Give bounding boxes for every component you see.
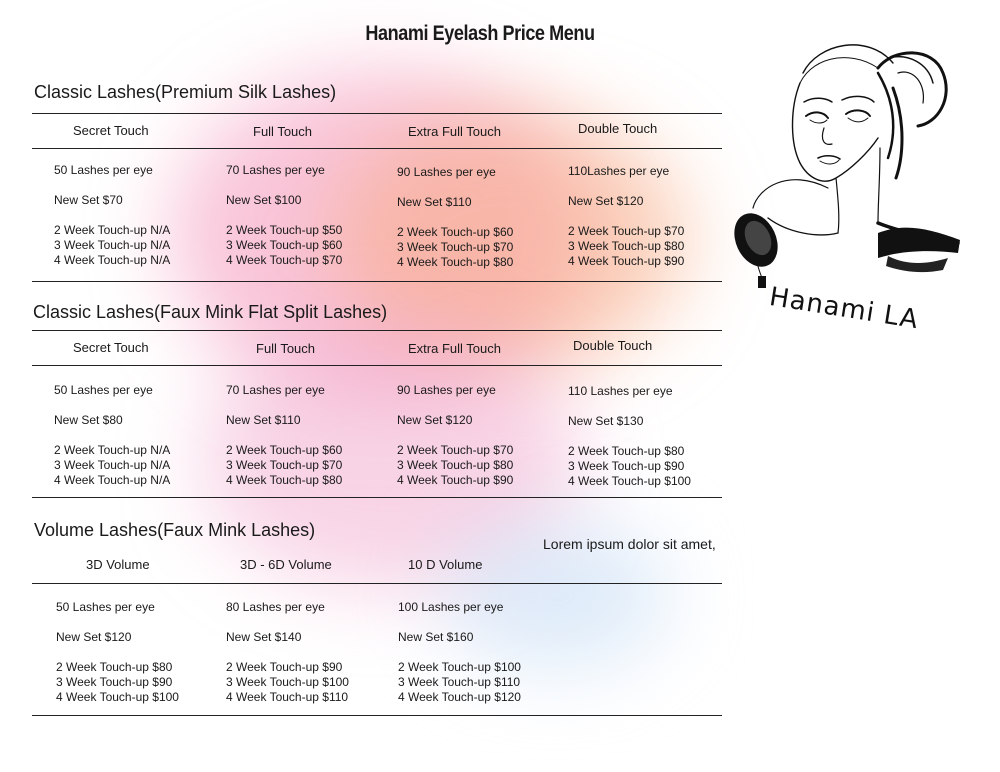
- touchup-4week: 4 Week Touch-up $110: [226, 690, 349, 704]
- price-cell: [226, 600, 349, 705]
- touchup-2week: 2 Week Touch-up $100: [398, 660, 521, 674]
- column-header: Double Touch: [578, 121, 658, 136]
- price-cell: [54, 383, 170, 488]
- column-header: 3D Volume: [86, 557, 150, 572]
- price-cell: [398, 600, 521, 705]
- column-header: Full Touch: [256, 341, 316, 356]
- new-set-price: New Set $140: [226, 630, 302, 644]
- touchup-4week: 4 Week Touch-up $120: [398, 690, 521, 704]
- price-cell: [397, 383, 513, 488]
- price-cell: [568, 384, 691, 489]
- touchup-2week: 2 Week Touch-up $50: [226, 223, 343, 237]
- signature-text: Hanami LA: [767, 282, 921, 336]
- divider: [32, 715, 722, 716]
- touchup-4week: 4 Week Touch-up N/A: [54, 473, 171, 487]
- touchup-4week: 4 Week Touch-up N/A: [54, 253, 171, 267]
- column-header: 10 D Volume: [408, 557, 483, 572]
- page-title: Hanami Eyelash Price Menu: [365, 22, 595, 45]
- lashes-count: 50 Lashes per eye: [54, 163, 153, 177]
- column-header: Double Touch: [573, 338, 653, 353]
- touchup-3week: 3 Week Touch-up $60: [226, 238, 343, 252]
- touchup-3week: 3 Week Touch-up $90: [56, 675, 173, 689]
- price-cell: [397, 165, 513, 270]
- section-title-faux-mink-flat: Classic Lashes(Faux Mink Flat Split Lashes): [33, 302, 388, 322]
- new-set-price: New Set $120: [568, 194, 644, 208]
- touchup-3week: 3 Week Touch-up N/A: [54, 238, 171, 252]
- touchup-2week: 2 Week Touch-up N/A: [54, 443, 171, 457]
- lashes-count: 110Lashes per eye: [568, 164, 670, 178]
- touchup-2week: 2 Week Touch-up $60: [397, 225, 514, 239]
- touchup-4week: 4 Week Touch-up $80: [226, 473, 343, 487]
- column-header: Secret Touch: [73, 123, 149, 138]
- divider: [32, 365, 722, 366]
- new-set-price: New Set $80: [54, 413, 123, 427]
- touchup-4week: 4 Week Touch-up $90: [397, 473, 514, 487]
- lashes-count: 90 Lashes per eye: [397, 383, 496, 397]
- divider: [32, 148, 722, 149]
- touchup-3week: 3 Week Touch-up $80: [568, 239, 685, 253]
- divider: [32, 497, 722, 498]
- price-cell: [226, 383, 342, 488]
- price-cell: [54, 163, 170, 268]
- new-set-price: New Set $100: [226, 193, 302, 207]
- touchup-2week: 2 Week Touch-up $90: [226, 660, 343, 674]
- touchup-2week: 2 Week Touch-up $60: [226, 443, 343, 457]
- touchup-3week: 3 Week Touch-up $70: [397, 240, 514, 254]
- touchup-4week: 4 Week Touch-up $100: [568, 474, 691, 488]
- new-set-price: New Set $130: [568, 414, 644, 428]
- touchup-4week: 4 Week Touch-up $100: [56, 690, 179, 704]
- touchup-2week: 2 Week Touch-up $80: [568, 444, 685, 458]
- price-cell: [568, 164, 684, 269]
- touchup-3week: 3 Week Touch-up $80: [397, 458, 514, 472]
- new-set-price: New Set $110: [226, 413, 301, 427]
- lashes-count: 80 Lashes per eye: [226, 600, 325, 614]
- lashes-count: 70 Lashes per eye: [226, 383, 325, 397]
- price-cell: [56, 600, 179, 705]
- divider: [32, 281, 722, 282]
- touchup-3week: 3 Week Touch-up $70: [226, 458, 343, 472]
- lashes-count: 50 Lashes per eye: [56, 600, 155, 614]
- new-set-price: New Set $120: [397, 413, 473, 427]
- lashes-count: 50 Lashes per eye: [54, 383, 153, 397]
- touchup-2week: 2 Week Touch-up N/A: [54, 223, 171, 237]
- divider: [32, 113, 722, 114]
- section-title-silk: Classic Lashes(Premium Silk Lashes): [34, 82, 337, 102]
- note-text: Lorem ipsum dolor sit amet,: [543, 536, 716, 552]
- touchup-3week: 3 Week Touch-up $110: [398, 675, 521, 689]
- touchup-2week: 2 Week Touch-up $80: [56, 660, 173, 674]
- touchup-2week: 2 Week Touch-up $70: [397, 443, 514, 457]
- price-cell: [226, 163, 342, 268]
- touchup-3week: 3 Week Touch-up $90: [568, 459, 685, 473]
- touchup-4week: 4 Week Touch-up $80: [397, 255, 514, 269]
- touchup-4week: 4 Week Touch-up $90: [568, 254, 685, 268]
- touchup-2week: 2 Week Touch-up $70: [568, 224, 685, 238]
- column-header: Extra Full Touch: [408, 341, 501, 356]
- new-set-price: New Set $160: [398, 630, 474, 644]
- touchup-3week: 3 Week Touch-up $100: [226, 675, 349, 689]
- lashes-count: 100 Lashes per eye: [398, 600, 504, 614]
- new-set-price: New Set $120: [56, 630, 132, 644]
- touchup-3week: 3 Week Touch-up N/A: [54, 458, 171, 472]
- new-set-price: New Set $70: [54, 193, 123, 207]
- column-header: Full Touch: [253, 124, 313, 139]
- lashes-count: 90 Lashes per eye: [397, 165, 496, 179]
- column-header: Secret Touch: [73, 340, 149, 355]
- column-header: 3D - 6D Volume: [240, 557, 332, 572]
- divider: [32, 330, 722, 331]
- lashes-count: 110 Lashes per eye: [568, 384, 673, 398]
- lashes-count: 70 Lashes per eye: [226, 163, 325, 177]
- divider: [32, 583, 722, 584]
- section-title-volume: Volume Lashes(Faux Mink Lashes): [34, 520, 316, 540]
- column-header: Extra Full Touch: [408, 124, 501, 139]
- new-set-price: New Set $110: [397, 195, 472, 209]
- touchup-4week: 4 Week Touch-up $70: [226, 253, 343, 267]
